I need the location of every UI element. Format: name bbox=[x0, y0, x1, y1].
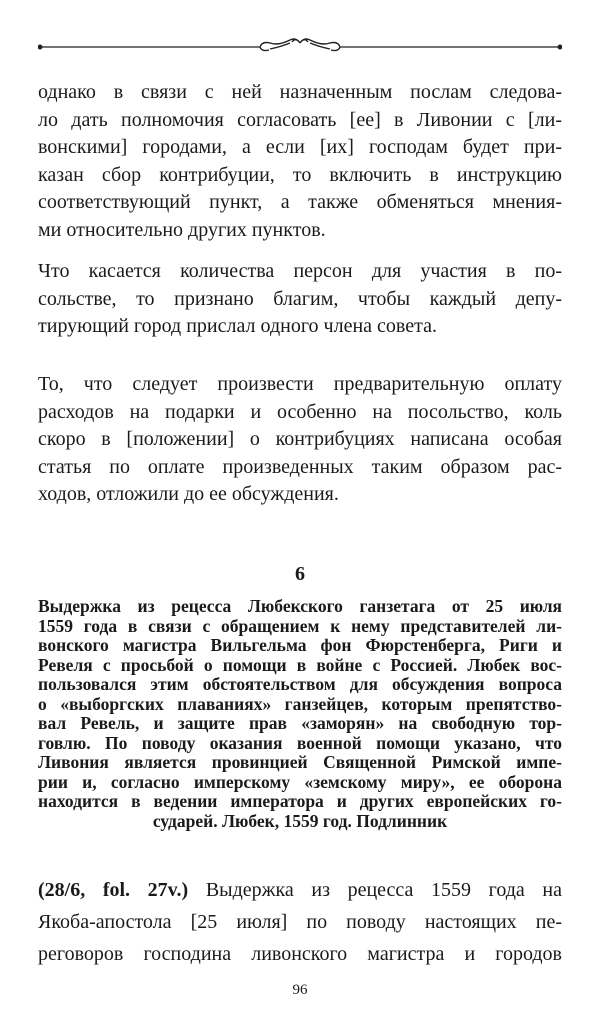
text-line: соответствующий пункт, а также обменяться мнения- bbox=[38, 191, 562, 213]
heading-line: Выдержка из рецесса Любекского ганзетага от 25 июля bbox=[38, 596, 562, 616]
text-line: То, что следует произвести предварительную оплату bbox=[38, 373, 562, 395]
heading-line: Ревеля с просьбой о помощи в войне с Россией. Любек вос- bbox=[38, 654, 562, 675]
text-line: ходов, отложили до ее обсуждения. bbox=[38, 483, 339, 505]
heading-line: сударей. Любек, 1559 год. Подлинник bbox=[152, 810, 448, 831]
paragraph bbox=[38, 258, 562, 341]
text-line: Что касается количества персон для участия в по- bbox=[38, 260, 562, 282]
heading-line: о «выборгских плаваниях» ганзейцев, которым препятство- bbox=[38, 693, 562, 714]
text-line: тирующий город прислал одного члена совета. bbox=[38, 315, 437, 337]
archive-reference: (28/6, fol. 27v.) bbox=[38, 879, 189, 901]
heading-line: рии и, согласно имперскому «земскому миру», ее оборона bbox=[38, 771, 562, 792]
page-number: 96 bbox=[292, 982, 308, 998]
paragraph bbox=[38, 371, 562, 509]
heading-line: пользовался этим обстоятельством для обсуждения вопроса bbox=[38, 674, 562, 694]
line-text: Выдержка из рецесса 1559 года на bbox=[188, 879, 562, 901]
final-paragraph bbox=[38, 874, 562, 970]
text-line: скоро в [положении] о контрибуциях написана особая bbox=[38, 428, 562, 450]
text-line: реговоров господина ливонского магистра и городов bbox=[38, 943, 562, 965]
text-line: ло дать полномочия согласовать [ее] в Ливонии с [ли- bbox=[38, 108, 562, 131]
text-line: Якоба-апостола [25 июля] по поводу настоящих пе- bbox=[38, 911, 562, 933]
document-heading bbox=[38, 597, 562, 831]
heading-line: вал Ревель, и защите прав «заморян» на свободную тор- bbox=[38, 713, 562, 733]
section-number: 6 bbox=[295, 563, 305, 585]
text-line: вонскими] городами, а если [их] господам будет при- bbox=[38, 136, 562, 158]
heading-line: говлю. По поводу оказания военной помощи указано, что bbox=[38, 732, 562, 753]
text-line: статья по оплате произведенных таким образом рас- bbox=[38, 455, 562, 478]
header-ornament bbox=[38, 38, 562, 56]
text-line: расходов на подарки и особенно на посольство, коль bbox=[38, 400, 562, 423]
text-line: однако в связи с ней назначенным послам следова- bbox=[38, 81, 562, 103]
heading-line: находится в ведении императора и других европейских го- bbox=[38, 791, 562, 811]
text-line: ми относительно других пунктов. bbox=[38, 218, 326, 241]
paragraph bbox=[38, 79, 562, 244]
heading-line: вонского магистра Вильгельма фон Фюрстенберга, Риги и bbox=[38, 635, 562, 655]
heading-line: Ливония является провинцией Священной Римской импе- bbox=[38, 752, 562, 772]
text-line: казан сбор контрибуции, то включить в инструкцию bbox=[38, 163, 562, 186]
heading-line: 1559 года в связи с обращением к нему представителей ли- bbox=[38, 615, 562, 636]
text-line: сольстве, то признано благим, чтобы каждый депу- bbox=[38, 287, 562, 310]
